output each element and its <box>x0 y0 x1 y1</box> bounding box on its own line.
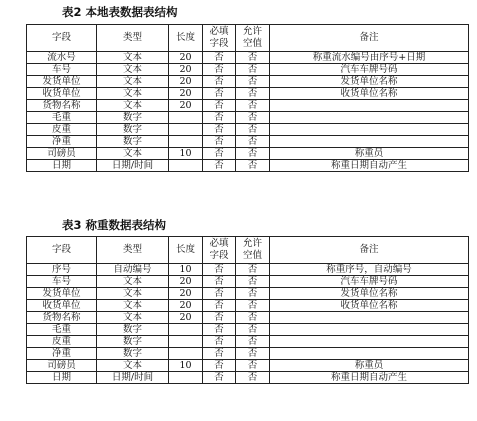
cell-field: 车号 <box>27 276 97 288</box>
table-row <box>27 264 469 276</box>
cell-field: 货物名称 <box>27 312 97 324</box>
cell-required: 否 <box>203 76 236 88</box>
table-row <box>27 372 469 384</box>
cell-note: 称重员 <box>270 148 469 160</box>
table-row <box>27 136 469 148</box>
cell-nullable: 否 <box>236 100 270 112</box>
cell-length: 20 <box>169 64 203 76</box>
cell-type: 自动编号 <box>97 264 169 276</box>
cell-type: 日期/时间 <box>97 372 169 384</box>
cell-nullable: 否 <box>236 360 270 372</box>
cell-note <box>270 112 469 124</box>
cell-type: 文本 <box>97 300 169 312</box>
table-header-row <box>27 25 469 52</box>
cell-required: 否 <box>203 64 236 76</box>
cell-field: 司磅员 <box>27 148 97 160</box>
table-row <box>27 64 469 76</box>
cell-note <box>270 124 469 136</box>
table-row <box>27 100 469 112</box>
cell-required: 否 <box>203 124 236 136</box>
cell-required: 否 <box>203 88 236 100</box>
cell-note <box>270 136 469 148</box>
cell-required: 否 <box>203 324 236 336</box>
cell-note: 称重序号，自动编号 <box>270 264 469 276</box>
table-row <box>27 360 469 372</box>
cell-nullable: 否 <box>236 324 270 336</box>
cell-type: 文本 <box>97 288 169 300</box>
cell-type: 数字 <box>97 136 169 148</box>
cell-required: 否 <box>203 348 236 360</box>
cell-field: 毛重 <box>27 112 97 124</box>
cell-note: 发货单位名称 <box>270 76 469 88</box>
cell-length: 20 <box>169 276 203 288</box>
header-field: 字段 <box>27 25 97 52</box>
cell-length <box>169 372 203 384</box>
cell-nullable: 否 <box>236 348 270 360</box>
cell-note <box>270 324 469 336</box>
header-length: 长度 <box>169 237 203 264</box>
cell-required: 否 <box>203 372 236 384</box>
cell-type: 数字 <box>97 324 169 336</box>
cell-nullable: 否 <box>236 148 270 160</box>
cell-note: 发货单位名称 <box>270 288 469 300</box>
header-required-line1: 必填 <box>209 26 229 37</box>
table-row <box>27 288 469 300</box>
table2-caption: 表3 称重数据表结构 <box>62 218 167 232</box>
header-note: 备注 <box>270 237 469 264</box>
table-row <box>27 52 469 64</box>
cell-note: 称重流水编号由序号+日期 <box>270 52 469 64</box>
table-header-row <box>27 237 469 264</box>
cell-note <box>270 312 469 324</box>
cell-type: 数字 <box>97 348 169 360</box>
header-nullable-line2: 空值 <box>242 38 262 49</box>
cell-type: 文本 <box>97 88 169 100</box>
cell-type: 数字 <box>97 112 169 124</box>
cell-nullable: 否 <box>236 76 270 88</box>
header-required <box>203 237 236 264</box>
cell-nullable: 否 <box>236 124 270 136</box>
cell-nullable: 否 <box>236 136 270 148</box>
cell-field: 收货单位 <box>27 88 97 100</box>
cell-length <box>169 124 203 136</box>
cell-required: 否 <box>203 52 236 64</box>
cell-field: 司磅员 <box>27 360 97 372</box>
cell-type: 文本 <box>97 52 169 64</box>
cell-length: 20 <box>169 52 203 64</box>
table-row <box>27 348 469 360</box>
cell-type: 日期/时间 <box>97 160 169 172</box>
cell-required: 否 <box>203 264 236 276</box>
table-row <box>27 124 469 136</box>
cell-length: 20 <box>169 300 203 312</box>
cell-field: 日期 <box>27 372 97 384</box>
cell-type: 文本 <box>97 360 169 372</box>
cell-length: 20 <box>169 76 203 88</box>
cell-field: 发货单位 <box>27 76 97 88</box>
cell-length: 20 <box>169 88 203 100</box>
table-row <box>27 88 469 100</box>
cell-required: 否 <box>203 148 236 160</box>
cell-field: 货物名称 <box>27 100 97 112</box>
header-field: 字段 <box>27 237 97 264</box>
cell-length <box>169 324 203 336</box>
cell-required: 否 <box>203 112 236 124</box>
header-nullable <box>236 25 270 52</box>
table-row <box>27 112 469 124</box>
cell-field: 净重 <box>27 348 97 360</box>
cell-note: 汽车车牌号码 <box>270 276 469 288</box>
cell-nullable: 否 <box>236 288 270 300</box>
cell-field: 毛重 <box>27 324 97 336</box>
cell-field: 皮重 <box>27 336 97 348</box>
cell-length <box>169 160 203 172</box>
cell-type: 数字 <box>97 124 169 136</box>
cell-nullable: 否 <box>236 300 270 312</box>
cell-type: 文本 <box>97 64 169 76</box>
header-nullable-line1: 允许 <box>242 238 262 249</box>
header-type: 类型 <box>97 25 169 52</box>
cell-length: 10 <box>169 360 203 372</box>
cell-type: 文本 <box>97 76 169 88</box>
cell-required: 否 <box>203 288 236 300</box>
cell-type: 文本 <box>97 100 169 112</box>
cell-required: 否 <box>203 312 236 324</box>
cell-length: 20 <box>169 288 203 300</box>
cell-field: 净重 <box>27 136 97 148</box>
cell-note: 称重日期自动产生 <box>270 372 469 384</box>
cell-nullable: 否 <box>236 276 270 288</box>
table-row <box>27 276 469 288</box>
cell-field: 流水号 <box>27 52 97 64</box>
cell-length <box>169 348 203 360</box>
table-row <box>27 76 469 88</box>
cell-note: 收货单位名称 <box>270 300 469 312</box>
cell-length <box>169 136 203 148</box>
cell-length: 10 <box>169 264 203 276</box>
cell-field: 皮重 <box>27 124 97 136</box>
table-row <box>27 336 469 348</box>
cell-field: 发货单位 <box>27 288 97 300</box>
cell-required: 否 <box>203 100 236 112</box>
cell-field: 序号 <box>27 264 97 276</box>
cell-required: 否 <box>203 336 236 348</box>
cell-required: 否 <box>203 276 236 288</box>
cell-nullable: 否 <box>236 372 270 384</box>
cell-note: 称重日期自动产生 <box>270 160 469 172</box>
cell-note <box>270 348 469 360</box>
cell-length: 10 <box>169 148 203 160</box>
cell-length <box>169 112 203 124</box>
table-row <box>27 160 469 172</box>
table1-caption: 表2 本地表数据表结构 <box>62 5 178 19</box>
header-type: 类型 <box>97 237 169 264</box>
header-nullable <box>236 237 270 264</box>
cell-type: 文本 <box>97 148 169 160</box>
cell-field: 日期 <box>27 160 97 172</box>
cell-nullable: 否 <box>236 64 270 76</box>
cell-note: 称重员 <box>270 360 469 372</box>
cell-nullable: 否 <box>236 312 270 324</box>
cell-field: 车号 <box>27 64 97 76</box>
cell-type: 文本 <box>97 312 169 324</box>
cell-field: 收货单位 <box>27 300 97 312</box>
header-length: 长度 <box>169 25 203 52</box>
table1-local-structure <box>26 24 469 172</box>
cell-length: 20 <box>169 100 203 112</box>
table-row <box>27 312 469 324</box>
cell-length: 20 <box>169 312 203 324</box>
cell-note: 收货单位名称 <box>270 88 469 100</box>
cell-nullable: 否 <box>236 112 270 124</box>
cell-required: 否 <box>203 360 236 372</box>
cell-type: 数字 <box>97 336 169 348</box>
cell-required: 否 <box>203 136 236 148</box>
table-row <box>27 148 469 160</box>
cell-required: 否 <box>203 160 236 172</box>
header-required-line1: 必填 <box>209 238 229 249</box>
header-required-line2: 字段 <box>209 250 229 261</box>
cell-nullable: 否 <box>236 336 270 348</box>
cell-note <box>270 100 469 112</box>
header-nullable-line2: 空值 <box>242 250 262 261</box>
table-row <box>27 324 469 336</box>
cell-nullable: 否 <box>236 264 270 276</box>
table-row <box>27 300 469 312</box>
cell-nullable: 否 <box>236 52 270 64</box>
header-required <box>203 25 236 52</box>
header-nullable-line1: 允许 <box>242 26 262 37</box>
cell-nullable: 否 <box>236 88 270 100</box>
cell-note <box>270 336 469 348</box>
cell-required: 否 <box>203 300 236 312</box>
cell-type: 文本 <box>97 276 169 288</box>
header-note: 备注 <box>270 25 469 52</box>
cell-length <box>169 336 203 348</box>
header-required-line2: 字段 <box>209 38 229 49</box>
cell-nullable: 否 <box>236 160 270 172</box>
table2-weighing-structure <box>26 236 469 384</box>
cell-note: 汽车车牌号码 <box>270 64 469 76</box>
